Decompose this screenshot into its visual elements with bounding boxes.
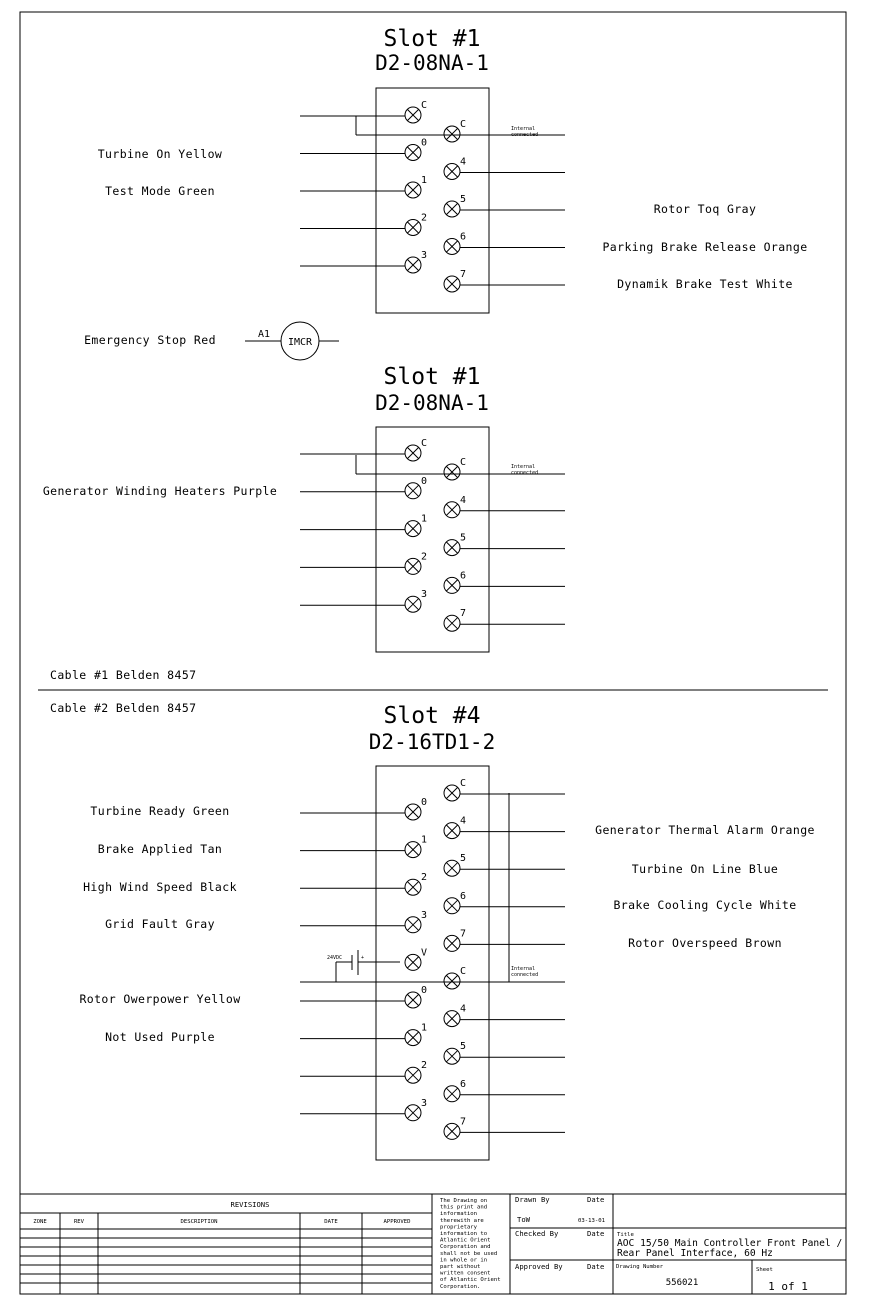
terminal-number: 0	[421, 797, 428, 808]
terminal-number: 5	[460, 194, 467, 205]
terminal-number: 0	[421, 985, 428, 996]
revisions-title: REVISIONS	[230, 1200, 270, 1209]
notice-line: therewith are	[440, 1217, 484, 1224]
terminal-number: 0	[421, 137, 428, 149]
terminal-number: C	[460, 119, 467, 130]
terminal-number: 0	[421, 475, 428, 487]
terminal-number: 7	[460, 928, 467, 940]
label-dynamik-brake-test: Dynamik Brake Test White	[617, 277, 793, 291]
emergency-stop-circuit	[84, 322, 339, 360]
terminal-number: 5	[460, 1041, 467, 1053]
terminal-right-9	[444, 1116, 565, 1139]
checked-by-label: Checked By	[515, 1229, 559, 1238]
terminal-left-6	[300, 1023, 427, 1046]
terminal-right-8	[444, 1079, 565, 1102]
terminal-left-3	[300, 213, 427, 236]
terminal-number: 1	[421, 513, 428, 525]
notice-line: proprietary	[440, 1224, 478, 1231]
terminal-number: 4	[460, 156, 467, 168]
relay-label: IMCR	[287, 337, 313, 348]
label-not-used: Not Used Purple	[105, 1030, 215, 1044]
terminal-number: 7	[460, 608, 467, 620]
module-part-number: D2-08NA-1	[375, 51, 489, 75]
col-header-approved: APPROVED	[383, 1219, 411, 1225]
terminal-right-2	[444, 194, 565, 217]
terminal-right-3	[444, 570, 565, 593]
terminal-number: 2	[421, 212, 428, 224]
label-turbine-ready: Turbine Ready Green	[90, 804, 230, 818]
terminal-number: 5	[460, 532, 467, 544]
internal-connection-note: Internal	[511, 966, 536, 972]
terminal-left-4	[405, 947, 427, 970]
label-rotor-toq: Rotor Toq Gray	[653, 202, 757, 216]
terminal-number: 2	[421, 551, 428, 563]
notice-line: part without	[440, 1264, 481, 1270]
terminal-right-6	[444, 1004, 565, 1027]
slot-title: Slot #4	[383, 703, 481, 729]
terminal-number: 4	[460, 1003, 467, 1015]
notice-line: Corporation and	[440, 1244, 491, 1251]
terminal-number: C	[460, 778, 467, 789]
svg-text:connected: connected	[511, 972, 539, 978]
drawing-number-label: Drawing Number	[616, 1264, 664, 1270]
module-part-number: D2-16TD1-2	[368, 730, 496, 754]
terminal-number: 7	[460, 1116, 467, 1128]
terminal-right-5	[444, 966, 466, 989]
internal-connection-note: Internal	[511, 126, 536, 132]
terminal-right-4	[444, 928, 565, 951]
terminal-right-2	[444, 533, 565, 556]
notice-line: written consent	[440, 1270, 491, 1277]
io-module-slot4	[300, 703, 565, 1160]
label-test-mode: Test Mode Green	[105, 184, 215, 198]
module-body	[376, 766, 489, 1160]
terminal-right-1	[444, 816, 565, 839]
terminal-number: C	[460, 457, 467, 468]
label-grid-fault: Grid Fault Gray	[105, 917, 215, 931]
sheet-number: 1 of 1	[768, 1280, 808, 1293]
terminal-right-0	[444, 457, 466, 480]
terminal-right-0	[444, 119, 466, 142]
slot-title: Slot #1	[383, 26, 481, 52]
label-high-wind-speed: High Wind Speed Black	[83, 880, 237, 894]
svg-text:connected: connected	[511, 470, 539, 476]
drawn-by-value: ToW	[517, 1215, 530, 1224]
terminal-left-2	[300, 175, 427, 198]
label-emergency-stop: Emergency Stop Red	[84, 333, 216, 347]
notice-line: The Drawing on	[440, 1198, 488, 1204]
drawing-title-line-1: AOC 15/50 Main Controller Front Panel /	[617, 1238, 843, 1249]
terminal-right-3	[444, 232, 565, 255]
terminal-left-7	[300, 1060, 427, 1083]
terminal-left-8	[300, 1098, 427, 1121]
svg-text:connected: connected	[511, 132, 539, 138]
label-rotor-owerpower: Rotor Owerpower Yellow	[79, 992, 241, 1006]
proprietary-notice	[440, 1198, 501, 1290]
terminal-left-5	[300, 985, 427, 1008]
notice-line: this print and	[440, 1204, 488, 1211]
terminal-number: C	[421, 438, 428, 449]
cable-1-label: Cable #1 Belden 8457	[50, 668, 197, 682]
terminal-number: 6	[460, 570, 467, 582]
label-brake-applied: Brake Applied Tan	[97, 842, 223, 856]
label-generator-winding-heaters: Generator Winding Heaters Purple	[42, 484, 278, 498]
checked-date-label: Date	[587, 1229, 605, 1238]
label-parking-brake-release: Parking Brake Release Orange	[602, 240, 808, 254]
terminal-number: 3	[421, 589, 428, 601]
terminal-left-0	[300, 797, 427, 820]
terminal-left-4	[300, 589, 427, 612]
terminal-left-0	[300, 100, 427, 123]
drawn-date-value: 03-13-01	[578, 1218, 605, 1224]
terminal-right-3	[444, 891, 565, 914]
drawn-date-label: Date	[587, 1195, 605, 1204]
terminal-number: 7	[460, 269, 467, 280]
terminal-left-2	[300, 872, 427, 895]
terminal-number: 6	[460, 1078, 467, 1090]
label-generator-thermal-alarm: Generator Thermal Alarm Orange	[595, 823, 815, 837]
notice-line: Atlantic Orient	[440, 1237, 491, 1244]
terminal-number: 3	[421, 909, 428, 921]
terminal-number: 4	[460, 494, 467, 506]
terminal-number: 1	[421, 1022, 428, 1034]
terminal-left-1	[300, 835, 427, 858]
title-block	[20, 1194, 846, 1294]
terminal-left-4	[300, 250, 427, 273]
io-module-slot1-b	[300, 364, 565, 652]
notice-line: information to	[440, 1231, 488, 1237]
terminal-left-0	[300, 438, 427, 461]
wire-number: A1	[257, 329, 271, 340]
terminal-number: 6	[460, 231, 467, 243]
supply-label: 24VDC	[327, 955, 343, 961]
terminal-right-1	[444, 495, 565, 518]
terminal-number: 3	[421, 250, 428, 261]
notice-line: information	[440, 1211, 478, 1218]
sheet-label: Sheet	[756, 1267, 773, 1273]
revisions-table	[20, 1200, 432, 1294]
col-header-zone: ZONE	[33, 1219, 47, 1225]
terminal-left-1	[300, 138, 427, 161]
terminal-right-2	[444, 853, 565, 876]
terminal-right-4	[444, 608, 565, 631]
col-header-description: DESCRIPTION	[180, 1219, 218, 1225]
terminal-left-3	[300, 551, 427, 574]
terminal-right-0	[444, 778, 565, 801]
terminal-number: 5	[460, 853, 467, 865]
module-part-number: D2-08NA-1	[375, 391, 489, 415]
slot-title: Slot #1	[383, 364, 481, 390]
module-body	[376, 88, 489, 313]
svg-text:+: +	[361, 955, 365, 961]
terminal-right-1	[444, 157, 565, 180]
terminal-number: V	[421, 947, 428, 959]
notice-line: Corporation.	[440, 1283, 481, 1290]
terminal-number: C	[421, 100, 428, 111]
drawn-by-label: Drawn By	[515, 1195, 550, 1204]
notice-line: in whole or in	[440, 1257, 488, 1264]
col-header-rev: REV	[73, 1219, 85, 1225]
terminal-number: 3	[421, 1097, 428, 1109]
io-module-slot1-a	[300, 26, 565, 313]
approved-date-label: Date	[587, 1262, 605, 1271]
module-body	[376, 427, 489, 652]
terminal-left-3	[300, 910, 427, 933]
title-label: Title	[617, 1232, 634, 1238]
drawing-title-line-2: Rear Panel Interface, 60 Hz	[617, 1248, 773, 1259]
drawing-number: 556021	[665, 1278, 699, 1288]
terminal-right-7	[444, 1041, 565, 1064]
label-turbine-on: Turbine On Yellow	[97, 147, 223, 161]
notice-line: of Atlantic Orient	[440, 1277, 501, 1284]
approved-by-label: Approved By	[515, 1262, 563, 1271]
terminal-number: 1	[421, 175, 428, 186]
label-brake-cooling-cycle: Brake Cooling Cycle White	[613, 898, 797, 912]
terminal-number: 2	[421, 1060, 428, 1072]
terminal-number: 1	[421, 834, 428, 846]
col-header-date: DATE	[324, 1219, 338, 1225]
notice-line: shall not be used	[440, 1250, 498, 1257]
terminal-number: 4	[460, 815, 467, 827]
internal-connection-note: Internal	[511, 464, 536, 470]
terminal-number: 2	[421, 872, 428, 884]
label-rotor-overspeed: Rotor Overspeed Brown	[628, 936, 782, 950]
cable-2-label: Cable #2 Belden 8457	[50, 701, 197, 715]
terminal-number: C	[460, 966, 467, 977]
terminal-left-2	[300, 514, 427, 537]
terminal-number: 6	[460, 890, 467, 902]
label-turbine-on-line: Turbine On Line Blue	[631, 862, 779, 876]
terminal-left-1	[300, 476, 427, 499]
terminal-right-4	[444, 269, 565, 292]
